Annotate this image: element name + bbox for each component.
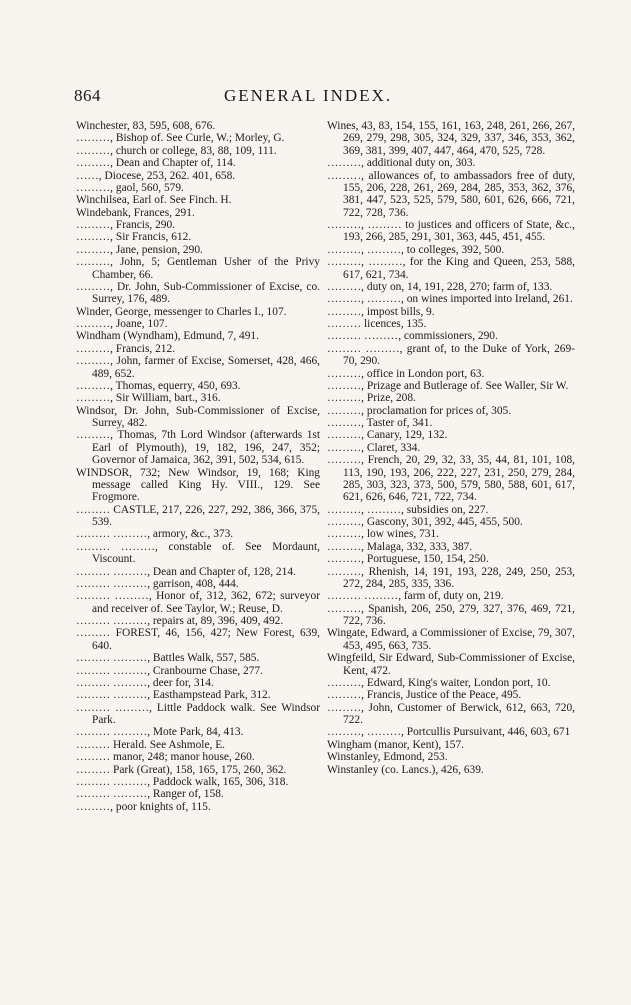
page-header bbox=[74, 86, 574, 108]
index-entry: Wingfeild, Sir Edward, Sub-Commissioner of Excise, Kent, 472. bbox=[327, 652, 575, 677]
index-entry: ………, Canary, 129, 132. bbox=[327, 429, 448, 442]
index-entry: ………, Spanish, 206, 250, 279, 327, 376, 469, 721, 722, 736. bbox=[327, 602, 575, 627]
index-entry: ………, duty on, 14, 191, 228, 270; farm of, 133. bbox=[327, 280, 553, 293]
index-entry: ………, John, farmer of Excise, Somerset, 428, 466, 489, 652. bbox=[76, 355, 320, 380]
index-entry: ……, Diocese, 253, 262. 401, 658. bbox=[76, 169, 236, 182]
index-entry: ………, Francis, 212. bbox=[76, 342, 176, 355]
index-entry: ………, ……… to justices and officers of State, &c., 193, 266, 285, 291, 301, 363, 445, 451, 455. bbox=[327, 219, 575, 244]
index-entry: ………, low wines, 731. bbox=[327, 528, 440, 541]
index-entry: Wines, 43, 83, 154, 155, 161, 163, 248, 261, 266, 267, 269, 279, 298, 305, 324, 329, 337, 346, 353, 362, 369, 381, 399, 407, 447, 464, 470, 525, 728. bbox=[327, 120, 575, 157]
index-entry: ……… ………, garrison, 408, 444. bbox=[76, 577, 239, 590]
index-entry: ……… ………, constable of. See Mordaunt, Viscount. bbox=[76, 540, 320, 566]
index-entry: ……… ………, Little Paddock walk. See Windsor Park. bbox=[76, 701, 320, 726]
index-entry: ……… Herald. See Ashmole, E. bbox=[76, 738, 226, 751]
page-number: 864 bbox=[74, 86, 101, 105]
index-entry: ……… CASTLE, 217, 226, 227, 292, 386, 366, 375, 539. bbox=[76, 503, 320, 528]
index-entry: ……… licences, 135. bbox=[327, 318, 427, 330]
index-entry: ……… ………, Dean and Chapter of, 128, 214. bbox=[76, 565, 296, 578]
index-entry: ………, Malaga, 332, 333, 387. bbox=[327, 540, 473, 553]
index-entry: Winstanley (co. Lancs.), 426, 639. bbox=[327, 763, 484, 776]
index-entry: ………, Gascony, 301, 392, 445, 455, 500. bbox=[327, 516, 523, 528]
index-entry: Winstanley, Edmond, 253. bbox=[327, 751, 448, 764]
index-entry: ……… ………, Honor of, 312, 362, 672; surveyor and receiver of. See Taylor, W.; Reuse, D. bbox=[76, 590, 320, 615]
index-entry: ……… ………, farm of, duty on, 219. bbox=[327, 590, 504, 603]
index-column-right bbox=[327, 120, 575, 776]
index-entry: ………, Portuguese, 150, 154, 250. bbox=[327, 553, 489, 566]
index-entry: ………, gaol, 560, 579. bbox=[76, 181, 184, 194]
index-entry: ………, Joane, 107. bbox=[76, 318, 168, 330]
index-entry: WINDSOR, 732; New Windsor, 19, 168; King message called King Hy. VIII., 129. See Frogmore. bbox=[76, 466, 320, 504]
index-entry: ………, Prize, 208. bbox=[327, 392, 416, 405]
index-entry: ………, Jane, pension, 290. bbox=[76, 243, 203, 256]
index-entry: ………, ………, for the King and Queen, 253, 588, 617, 621, 734. bbox=[327, 256, 575, 281]
index-entry: Winchilsea, Earl of. See Finch. H. bbox=[76, 194, 232, 207]
index-entry: ………, church or college, 83, 88, 109, 111. bbox=[76, 144, 277, 157]
index-entry: Winchester, 83, 595, 608, 676. bbox=[76, 120, 216, 132]
index-entry: ………, Taster of, 341. bbox=[327, 417, 433, 429]
index-entry: Windham (Wyndham), Edmund, 7, 491. bbox=[76, 330, 259, 343]
index-entry: ……… ………, deer for, 314. bbox=[76, 676, 214, 689]
index-entry: ………, Sir William, bart., 316. bbox=[76, 392, 221, 405]
index-entry: Winder, George, messenger to Charles I., 107. bbox=[76, 305, 287, 318]
index-entry: ………, Claret, 334. bbox=[327, 441, 421, 454]
index-entry: ………, Bishop of. See Curle, W.; Morley, G. bbox=[76, 132, 285, 145]
running-title: GENERAL INDEX. bbox=[224, 86, 393, 105]
index-entry: ………, Thomas, 7th Lord Windsor (afterwards 1st Earl of Plymouth), 19, 182, 196, 247, 352; Governor of Jamaica, 362, 391, 502, 534, 615. bbox=[76, 429, 320, 467]
index-entry: ……… ………, commissioners, 290. bbox=[327, 330, 498, 343]
index-entry: ………, Edward, King's waiter, London port, 10. bbox=[327, 676, 551, 689]
index-entry: ………, allowances of, to ambassadors free of duty, 155, 206, 228, 261, 269, 284, 285, 353, 362, 376, 381, 447, 523, 525, 579, 580, 601, 626, 666, 721, 722, 728, 736. bbox=[327, 169, 575, 219]
index-entry: ………, Rhenish, 14, 191, 193, 228, 249, 250, 253, 272, 284, 285, 335, 336. bbox=[327, 565, 575, 590]
index-entry: ………, ………, to colleges, 392, 500. bbox=[327, 243, 505, 256]
index-entry: ……… FOREST, 46, 156, 427; New Forest, 639, 640. bbox=[76, 627, 320, 652]
index-entry: ……… Park (Great), 158, 165, 175, 260, 362. bbox=[76, 763, 287, 776]
index-column-left bbox=[76, 120, 320, 813]
index-entry: ………, poor knights of, 115. bbox=[76, 800, 211, 813]
index-entry: ……… ………, Battles Walk, 557, 585. bbox=[76, 652, 260, 665]
index-entry: ……… ………, armory, &c., 373. bbox=[76, 528, 234, 541]
index-entry: ………, French, 20, 29, 32, 33, 35, 44, 81, 101, 108, 113, 190, 193, 206, 222, 227, 231, 250, 279, 284, 285, 303, 323, 373, 500, 579, 580, 588, 601, 617, 621, 626, 646, 721, 722, 734. bbox=[327, 454, 575, 504]
index-entry: ………, John, Customer of Berwick, 612, 663, 720, 722. bbox=[327, 701, 575, 726]
index-entry: ……… manor, 248; manor house, 260. bbox=[76, 751, 255, 764]
index-entry: ………, additional duty on, 303. bbox=[327, 157, 476, 170]
index-entry: ………, office in London port, 63. bbox=[327, 367, 485, 380]
index-entry: ………, ………, Portcullis Pursuivant, 446, 603, 671 bbox=[327, 726, 571, 739]
index-entry: ……… ………, repairs at, 89, 396, 409, 492. bbox=[76, 615, 284, 627]
index-entry: ……… ………, Paddock walk, 165, 306, 318. bbox=[76, 775, 289, 788]
index-entry: Windebank, Frances, 291. bbox=[76, 206, 195, 219]
index-entry: ………, Francis, 290. bbox=[76, 219, 176, 231]
index-entry: ……… ………, Cranbourne Chase, 277. bbox=[76, 664, 263, 677]
index-entry: ………, Dr. John, Sub-Commissioner of Excise, co. Surrey, 176, 489. bbox=[76, 280, 320, 306]
index-entry: ……… ………, Easthampstead Park, 312. bbox=[76, 689, 271, 702]
index-entry: ………, Sir Francis, 612. bbox=[76, 231, 192, 244]
index-entry: ……… ………, grant of, to the Duke of York, 269-70, 290. bbox=[327, 342, 575, 368]
index-entry: Wingham (manor, Kent), 157. bbox=[327, 738, 465, 751]
index-entry: ………, ………, on wines imported into Ireland, 261. bbox=[327, 293, 573, 306]
index-entry: ………, Prizage and Butlerage of. See Waller, Sir W. bbox=[327, 379, 569, 392]
index-entry: ………, Francis, Justice of the Peace, 495. bbox=[327, 689, 522, 702]
index-entry: Wingate, Edward, a Commissioner of Excise, 79, 307, 453, 495, 663, 735. bbox=[327, 627, 575, 652]
index-entry: ………, Thomas, equerry, 450, 693. bbox=[76, 379, 241, 392]
index-entry: ……… ………, Ranger of, 158. bbox=[76, 788, 224, 801]
index-entry: ……… ………, Mote Park, 84, 413. bbox=[76, 726, 244, 739]
index-entry: ………, John, 5; Gentleman Usher of the Privy Chamber, 66. bbox=[76, 256, 320, 281]
index-entry: Windsor, Dr. John, Sub-Commissioner of Excise, Surrey, 482. bbox=[76, 404, 320, 429]
index-entry: ………, proclamation for prices of, 305. bbox=[327, 404, 512, 417]
index-entry: ………, impost bills, 9. bbox=[327, 305, 435, 318]
index-entry: ………, ………, subsidies on, 227. bbox=[327, 503, 489, 516]
index-entry: ………, Dean and Chapter of, 114. bbox=[76, 157, 236, 170]
